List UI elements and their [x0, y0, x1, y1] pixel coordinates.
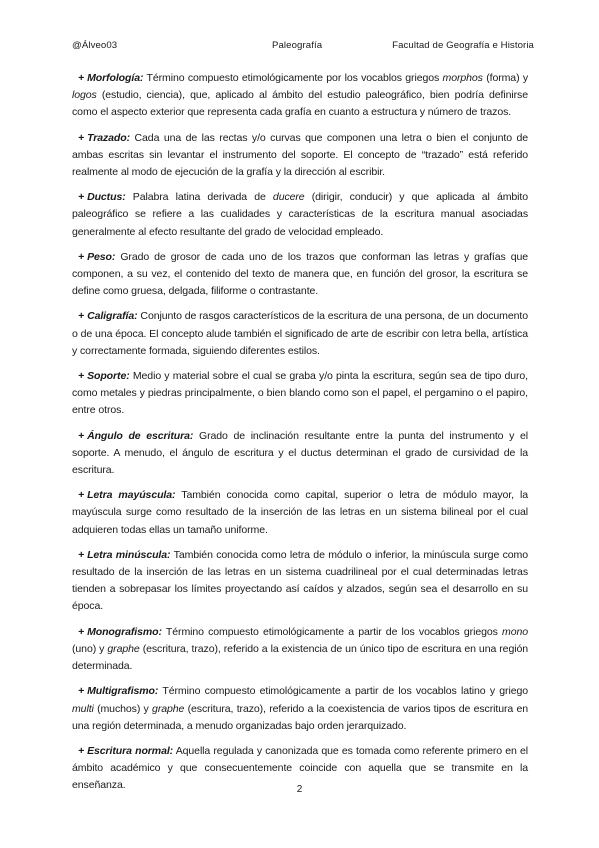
entry-term: Caligrafía: — [87, 310, 138, 323]
bullet-icon: + — [78, 489, 85, 502]
entry-text: (forma) y — [482, 72, 529, 84]
glossary-entry-caligrafia — [72, 308, 528, 360]
entry-text: Término compuesto etimológicamente por los vocablos griegos — [143, 72, 443, 84]
glossary-entry-trazado — [72, 130, 528, 182]
entry-text: (uno) y — [72, 642, 108, 655]
entry-italic-word: graphe — [107, 642, 140, 655]
entry-text: (escritura, trazo), referido a la coexistencia de varios tipos de escritura en una región determinada, a menudo organizadas bajo orden jerarquizado. — [72, 702, 528, 732]
glossary — [72, 70, 528, 803]
bullet-icon: + — [78, 548, 85, 561]
entry-text: Término compuesto etimológicamente a partir de los vocablos griegos — [161, 625, 503, 638]
header-faculty: Facultad de Geografía e Historia — [392, 40, 534, 51]
entry-term: Letra minúscula: — [87, 548, 171, 561]
bullet-icon: + — [78, 744, 85, 757]
entry-italic-word: multi — [72, 702, 94, 715]
entry-text: Grado de inclinación resultante entre la punta del instrumento y el soporte. A menudo, el ángulo de escritura y el ductus determinan el grado de cursividad de la escritura. — [72, 429, 528, 477]
header-subject: Paleografía — [272, 40, 323, 51]
entry-term: Escritura normal: — [87, 744, 174, 757]
glossary-entry-multigrafismo — [72, 683, 528, 735]
entry-term: Multigrafismo: — [87, 685, 159, 698]
entry-italic-word: morphos — [442, 72, 483, 84]
page-header — [72, 40, 534, 54]
bullet-icon: + — [78, 429, 85, 442]
entry-text: Término compuesto etimológicamente a partir de los vocablos latino y griego — [158, 685, 528, 698]
entry-term: Morfología: — [87, 72, 144, 84]
entry-italic-word: ducere — [272, 191, 305, 204]
bullet-icon: + — [78, 191, 85, 204]
entry-term: Letra mayúscula: — [87, 489, 176, 502]
entry-text: Conjunto de rasgos característicos de la escritura de una persona, de un documento o de una época. El concepto alude también el significado de arte de escribir con letra bella, artística y correctamente formada, siguiendo diferentes estilos. — [72, 310, 528, 357]
glossary-entry-morfologia — [72, 70, 528, 122]
entry-term: Soporte: — [87, 370, 130, 383]
bullet-icon: + — [78, 72, 85, 84]
entry-text: (muchos) y — [93, 702, 153, 715]
header-author: @Álveo03 — [72, 40, 118, 51]
entry-term: Ductus: — [87, 191, 126, 204]
entry-text: También conocida como letra de módulo o inferior, la minúscula surge como resultado de la inserción de las letras en un sistema cuadrilineal por el cual determinadas letras tienden a sobrepasar los límites proyectando así caídos y alzados, según sea el desarrollo en su época. — [72, 548, 529, 613]
glossary-entry-letra-mayuscula — [72, 487, 528, 539]
entry-italic-word: graphe — [152, 702, 185, 715]
bullet-icon: + — [78, 250, 85, 263]
entry-text: Cada una de las rectas y/o curvas que componen una letra o bien el conjunto de ambas escritas sin levantar el instrumento del soporte. El concepto de “trazado” está referido realmente al modo de ejecución de la grafía y la dirección al escribir. — [72, 131, 528, 179]
bullet-icon: + — [78, 625, 85, 638]
entry-term: Peso: — [87, 250, 116, 263]
entry-text: (dirigir, conducir) y que aplicada al ámbito paleográfico se refiere a las cualidades y características de la escritura manual asociadas generalmente al efecto resultante del grado de velocidad empleado. — [72, 191, 528, 238]
glossary-entry-angulo-de-escritura — [72, 428, 528, 480]
glossary-entry-letra-minuscula — [72, 547, 528, 616]
entry-text: Medio y material sobre el cual se graba y/o pinta la escritura, según sea de tipo duro, como metales y piedras principalmente, o bien blando como son el papel, el pergamino o el papiro, entre otros. — [72, 370, 528, 417]
glossary-entry-ductus — [72, 189, 528, 241]
entry-text: Palabra latina derivada de — [125, 191, 273, 204]
bullet-icon: + — [78, 131, 85, 144]
glossary-entry-monografismo — [72, 624, 528, 676]
entry-text: (escritura, trazo), referido a la existencia de un único tipo de escritura en una región determinada. — [72, 642, 528, 673]
entry-text: Grado de grosor de cada uno de los trazos que conforman las letras y grafías que componen, a su vez, el contenido del texto de manera que, en función del grosor, la escritura se define como gruesa, delgada, filiforme o contrastante. — [72, 250, 528, 298]
entry-text: (estudio, ciencia), que, aplicado al ámbito del estudio paleográfico, bien podría definirse como el aspecto exterior que representa cada grafía en cuanto a estructura y número de trazos. — [72, 89, 528, 119]
bullet-icon: + — [78, 370, 85, 383]
entry-text: Aquella regulada y canonizada que es tomada como referente primero en el ámbito académico y que consecuentemente coincide con aquella que se transmite en la enseñanza. — [72, 744, 528, 792]
bullet-icon: + — [78, 685, 85, 698]
entry-text: También conocida como capital, superior o letra de módulo mayor, la mayúscula surge como resultado de la inserción de las letras en un sistema bilineal por el cual adquieren todas ellas un tamaño uniforme. — [72, 489, 529, 536]
glossary-entry-soporte — [72, 368, 528, 420]
bullet-icon: + — [78, 310, 85, 323]
entry-term: Trazado: — [87, 131, 131, 144]
entry-term: Ángulo de escritura: — [87, 429, 194, 442]
entry-italic-word: logos — [72, 89, 97, 102]
glossary-entry-peso — [72, 249, 528, 301]
page-number: 2 — [296, 784, 303, 795]
entry-italic-word: mono — [502, 625, 528, 638]
entry-term: Monografismo: — [87, 625, 162, 638]
